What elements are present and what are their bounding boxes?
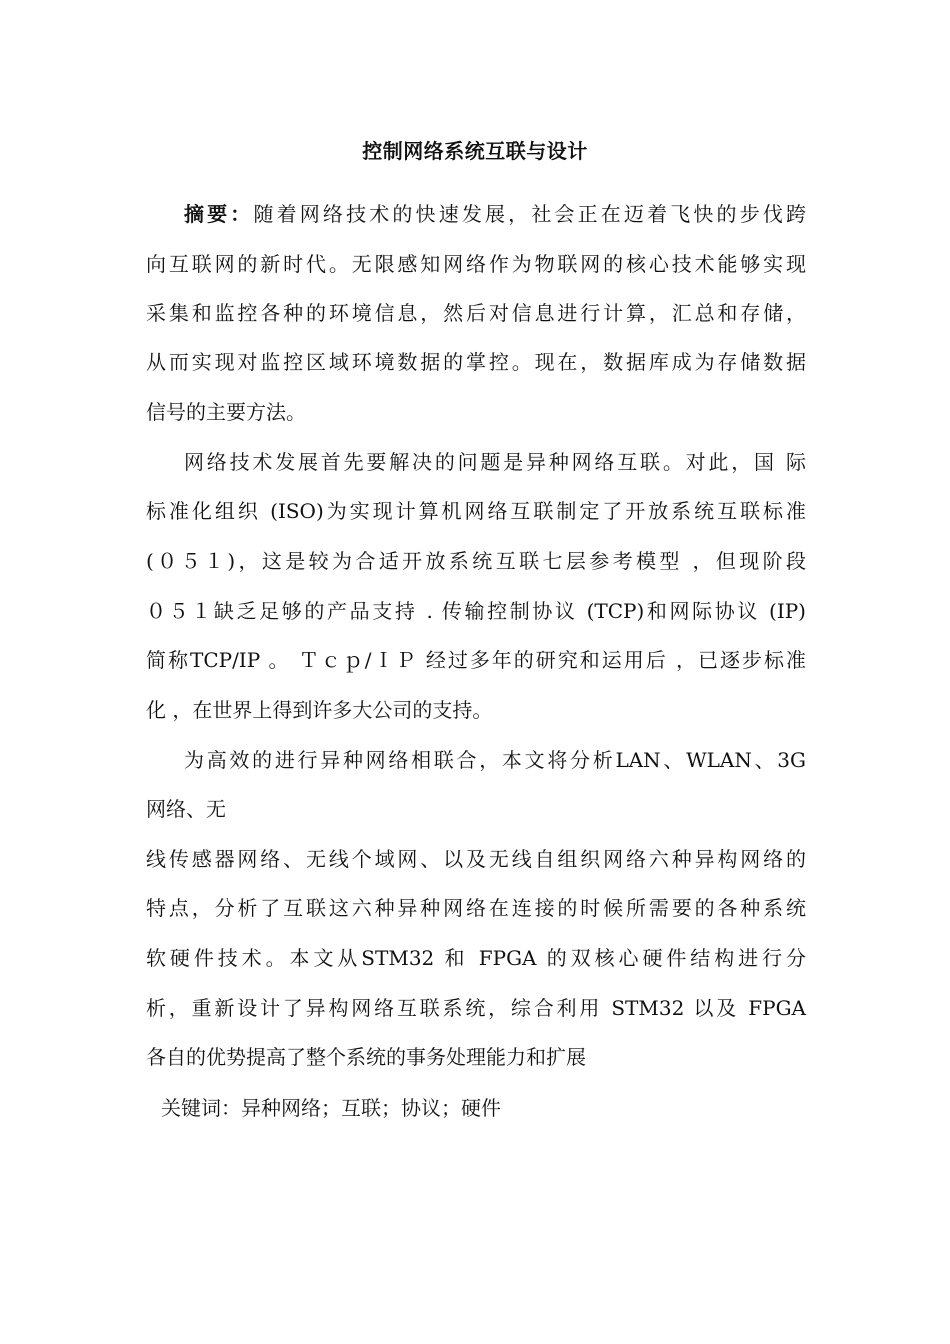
paragraph2-line-4: ０５１缺乏足够的产品支持 . 传输控制协议 (TCP)和网际协议 (IP) xyxy=(146,599,806,623)
abstract-line-1 xyxy=(184,199,806,229)
paragraph3-line-5: 软硬件技术。本文从STM32 和 FPGA 的双核心硬件结构进行分 xyxy=(146,946,806,970)
paragraph3-line-4: 特点，分析了互联这六种异种网络在连接的时候所需要的各种系统 xyxy=(146,896,806,920)
abstract-label: 摘要： xyxy=(184,202,254,226)
keywords-line xyxy=(161,1093,501,1123)
paragraph2-line-2: 标准化组织 (ISO)为实现计算机网络互联制定了开放系统互联标准 xyxy=(146,499,806,523)
abstract-line-2: 向互联网的新时代。无限感知网络作为物联网的核心技术能够实现 xyxy=(146,252,806,276)
abstract-line-3: 采集和监控各种的环境信息，然后对信息进行计算，汇总和存储， xyxy=(146,301,806,325)
paragraph3-line-1: 为高效的进行异种网络相联合，本文将分析LAN、WLAN、3G xyxy=(184,748,806,772)
paragraph3-line-6: 析，重新设计了异构网络互联系统，综合利用 STM32 以及 FPGA xyxy=(146,996,806,1020)
paragraph2-line-1: 网络技术发展首先要解决的问题是异种网络互联。对此，国 际 xyxy=(184,450,806,474)
keywords-text: 异种网络；互联；协议；硬件 xyxy=(241,1096,501,1120)
paragraph3-line-2: 网络、无 xyxy=(146,797,226,821)
keywords-label: 关键词： xyxy=(161,1096,241,1120)
paragraph3-line-3: 线传感器网络、无线个域网、以及无线自组织网络六种异构网络的 xyxy=(146,847,806,871)
abstract-line-5: 信号的主要方法。 xyxy=(146,400,306,424)
paragraph2-line-3: (０５１)，这是较为合适开放系统互联七层参考模型 ，但现阶段 xyxy=(146,549,806,573)
abstract-text: 随着网络技术的快速发展，社会正在迈着飞快的步伐跨 xyxy=(253,202,807,226)
paragraph3-line-7: 各自的优势提高了整个系统的事务处理能力和扩展 xyxy=(146,1045,586,1069)
paragraph2-line-6: 化 ，在世界上得到许多大公司的支持。 xyxy=(146,698,493,722)
document-title: 控制网络系统互联与设计 xyxy=(362,139,588,163)
paragraph2-line-5: 简称TCP/IP 。 Ｔｃｐ/ＩＰ 经过多年的研究和运用后 ，已逐步标准 xyxy=(146,648,806,672)
abstract-line-4: 从而实现对监控区域环境数据的掌控。现在，数据库成为存储数据 xyxy=(146,350,806,374)
